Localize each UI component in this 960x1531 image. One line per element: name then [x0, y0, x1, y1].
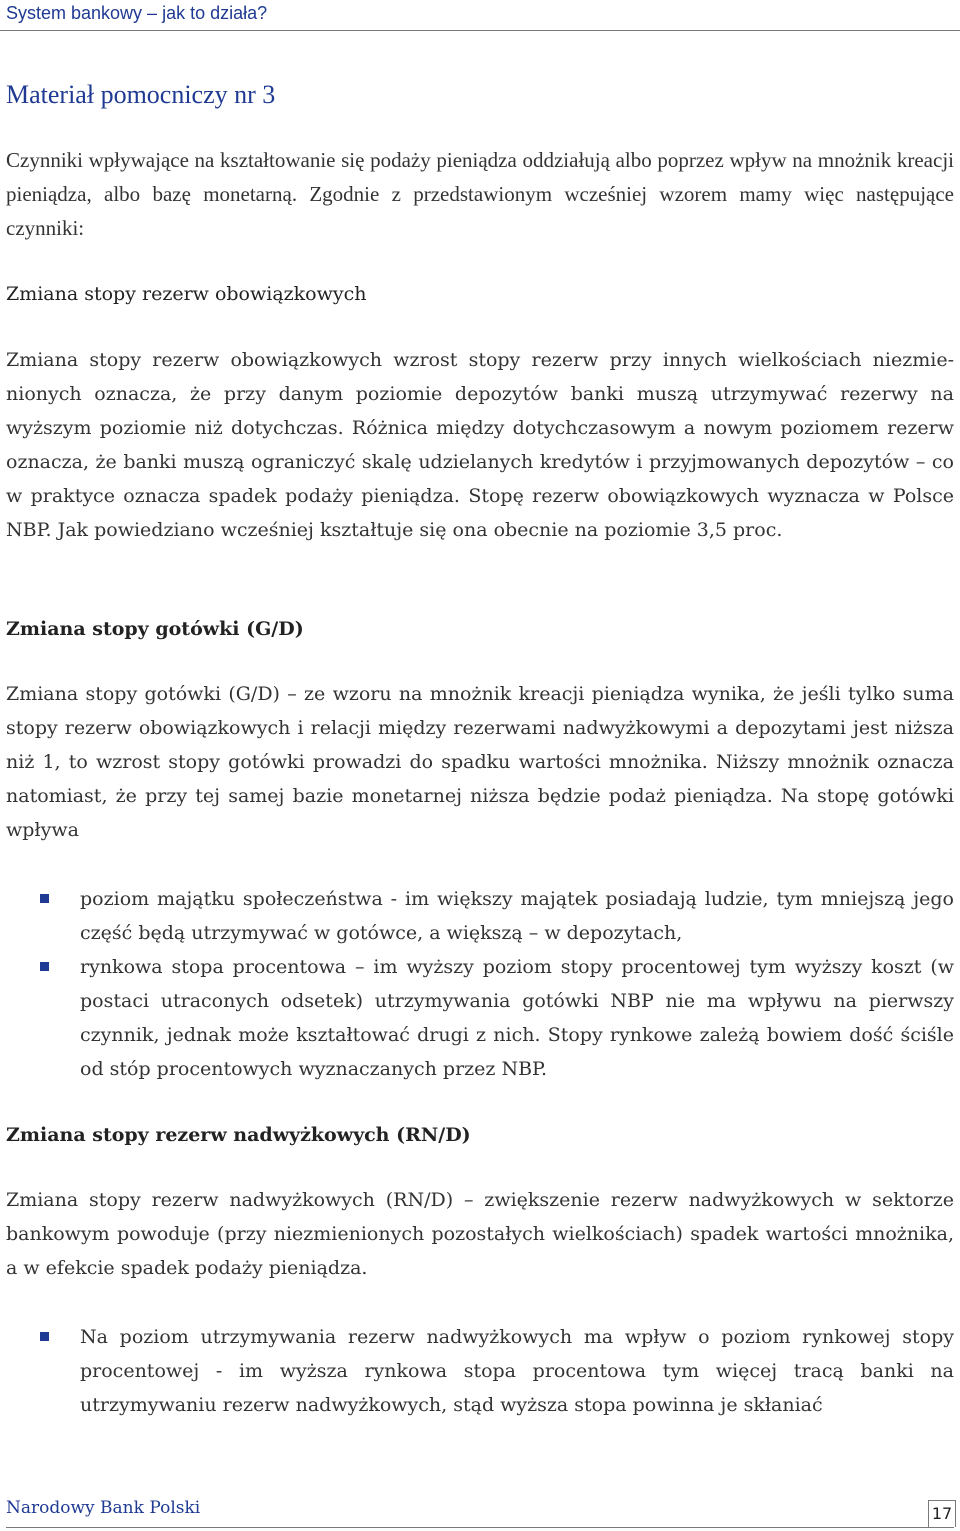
section2-paragraph: Zmiana stopy gotówki (G/D) – ze wzoru na mnożnik kreacji pieniądza wynika, że jeśli tylko suma stopy rezerw obowiązkowych i relacji między rezerwami nadwyżkowymi a depozytami jest niższa niż 1, to wzrost stopy gotówki prowadzi do spadku wartości mnożnika. Niższy mnożnik oznacza natomiast, że przy tej samej bazie monetarnej niższa będzie podaż pieniądza. Na stopę gotówki wpływa: [6, 683, 954, 841]
footer-publisher: Narodowy Bank Polski: [6, 1498, 201, 1518]
list-item: [40, 882, 954, 950]
square-bullet-icon: [40, 894, 49, 903]
intro-paragraph: Czynniki wpływające na kształtowanie się podaży pieniądza oddziałują albo poprzez wpływ na mnożnik kreacji pieniądza, albo bazę monetarną. Zgodnie z przedstawionym wcześniej wzorem mamy więc następujące czynniki:: [6, 148, 954, 240]
page-number: 17: [928, 1500, 956, 1527]
section1-paragraph: nionych oznacza, że przy danym poziomie depozytów banki muszą utrzymywać rezerwy na wyższym poziomie niż dotychczas. Różnica między dotychczasowym a nowym poziomem rezerw oznacza, że banki muszą ograniczyć skalę udzielanych kredytów i przyjmowanych depozytów – co w praktyce oznacza spadek podaży pieniądza. Stopę rezerw obowiązkowych wyznacza w Polsce NBP. Jak powiedziano wcześniej kształtuje się ona obecnie na poziomie 3,5 proc.: [6, 383, 954, 541]
square-bullet-icon: [40, 962, 49, 971]
list-item-text: Na poziom utrzymywania rezerw nadwyżkowych ma wpływ o poziom rynkowej stopy procentowej - im wyższa rynkowa stopa procentowa tym więcej tracą banki na utrzymywaniu rezerw nadwyżkowych, stąd wyższa stopa powinna je skłaniać: [80, 1326, 954, 1416]
list-item: [40, 1320, 954, 1422]
excess-reserves-list: [40, 1320, 954, 1422]
header-divider: [0, 30, 960, 31]
list-item-text: poziom majątku społeczeństwa - im większy majątek posiadają ludzie, tym mniejszą jego część będą utrzymywać w gotówce, a większą – w depozytach,: [80, 888, 954, 944]
section3-paragraph: Zmiana stopy rezerw nadwyżkowych (RN/D) – zwiększenie rezerw nadwyżkowych w sektorze bankowym powoduje (przy niezmienionych pozostałych wielkościach) spadek wartości mnożnika, a w efekcie spadek podaży pieniądza.: [6, 1189, 954, 1279]
running-header-title: System bankowy – jak to działa?: [6, 3, 268, 23]
square-bullet-icon: [40, 1332, 49, 1341]
section-heading-cash-rate: Zmiana stopy gotówki (G/D): [6, 618, 304, 640]
list-item: [40, 950, 954, 1086]
section-heading-excess-reserves: Zmiana stopy rezerw nadwyżkowych (RN/D): [6, 1124, 471, 1146]
footer-divider: [6, 1527, 954, 1528]
list-item-text: rynkowa stopa procentowa – im wyższy poziom stopy procentowej tym wyższy koszt (w postaci utraconych odsetek) utrzymywania gotówki NBP nie ma wpływu na pierwszy czynnik, jednak może kształtować drugi z nich. Stopy rynkowe zależą bowiem dość ściśle od stóp procentowych wyznaczanych przez NBP.: [80, 956, 954, 1080]
page-title: Materiał pomocniczy nr 3: [6, 80, 276, 109]
section1-first-line: Zmiana stopy rezerw obowiązkowych wzrost stopy rezerw przy innych wielkościach niezmie-: [6, 349, 954, 371]
section-heading-reserve-rate: Zmiana stopy rezerw obowiązkowych: [6, 283, 367, 305]
cash-rate-factors-list: [40, 882, 954, 1086]
